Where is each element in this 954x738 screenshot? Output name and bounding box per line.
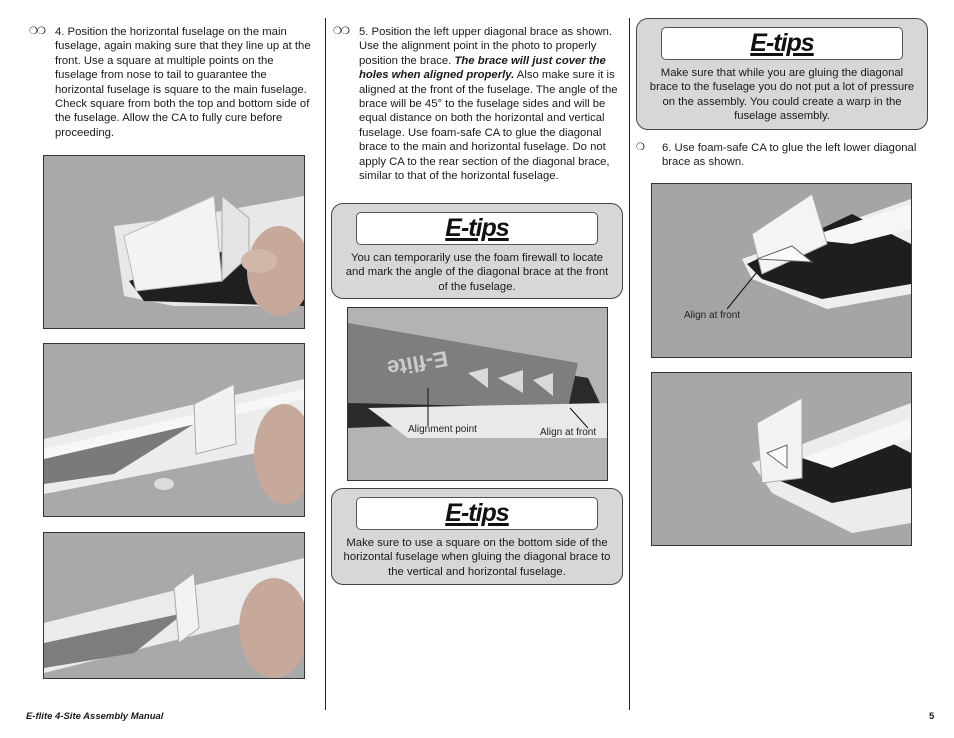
etips-text-1: You can temporarily use the foam firewall to locate and mark the angle of the diagonal brace at the front of the fuselage. bbox=[345, 252, 609, 293]
column-divider-left bbox=[325, 18, 326, 710]
checkbox-marker: ❍❍ bbox=[29, 26, 45, 37]
step-6-text: 6. Use foam-safe CA to glue the left lower diagonal brace as shown. bbox=[662, 142, 917, 169]
photo-step6-lower-brace-side bbox=[651, 372, 912, 546]
callout-align-at-front-mid: Align at front bbox=[540, 427, 597, 438]
footer-page-number: 5 bbox=[929, 711, 935, 722]
step-5-text-bold: The brace will just cover the holes when aligned properly. bbox=[359, 54, 606, 82]
etips-box-3 bbox=[636, 18, 928, 130]
step-5-text bbox=[359, 25, 623, 183]
etips-box-2 bbox=[331, 488, 623, 585]
etips-logo bbox=[356, 212, 598, 245]
step-5 bbox=[333, 25, 623, 183]
etips-box-1 bbox=[331, 203, 623, 299]
step-5-text-b: Also make sure it is aligned at the front of the fuselage. The angle of the brace will be 45° to the fuselage sides and will be equal distance on both the horizontal and vertical fuselage. Use foam-safe CA to glue the diagonal brace to the main and horizontal fuselage. Do not apply CA to the rear section of the diagonal brace, similar to that of the horizontal fuselage. bbox=[359, 69, 618, 183]
etips-logo bbox=[661, 27, 903, 60]
callout-align-at-front-right: Align at front bbox=[684, 310, 741, 321]
etips-logo-text: E-tips bbox=[445, 214, 509, 242]
step-4-text: 4. Position the horizontal fuselage on the main fuselage, again making sure that they line up at the front. Use a square at multiple points on the fuselage from nose to tail to guarantee the horizontal fuselage is square to the main fuselage. Check square from both the top and bottom side of the fuselage. Allow the CA to fully cure before proceeding. bbox=[55, 26, 311, 139]
etips-text-2: Make sure to use a square on the bottom side of the horizontal fuselage when gluing the diagonal brace to the vertical and horizontal fuselage. bbox=[343, 537, 611, 578]
step-4 bbox=[29, 25, 315, 140]
photo-step4-front-square bbox=[43, 155, 305, 329]
photo-step4-rear-square bbox=[43, 532, 305, 679]
checkbox-marker: ❍ bbox=[636, 142, 644, 153]
photo-step5-brace-alignment bbox=[347, 307, 608, 481]
step-6 bbox=[636, 141, 928, 170]
callout-alignment-point: Alignment point bbox=[408, 424, 477, 435]
etips-logo bbox=[356, 497, 598, 530]
column-divider-right bbox=[629, 18, 630, 710]
svg-text:E-flite: E-flite bbox=[385, 345, 450, 382]
footer-manual-title: E-flite 4-Site Assembly Manual bbox=[26, 711, 164, 722]
photo-step6-lower-brace-front bbox=[651, 183, 912, 358]
etips-text-3: Make sure that while you are gluing the diagonal brace to the fuselage you do not put a lot of pressure on the assembly. You could create a warp in the fuselage assembly. bbox=[649, 67, 915, 123]
etips-logo-text: E-tips bbox=[445, 499, 509, 527]
photo-step4-middle-square bbox=[43, 343, 305, 517]
checkbox-marker: ❍❍ bbox=[333, 26, 349, 37]
step-5-text-a: 5. Position the left upper diagonal brace as shown. Use the alignment point in the photo to properly position the brace. bbox=[359, 26, 613, 67]
etips-logo-text: E-tips bbox=[750, 29, 814, 57]
